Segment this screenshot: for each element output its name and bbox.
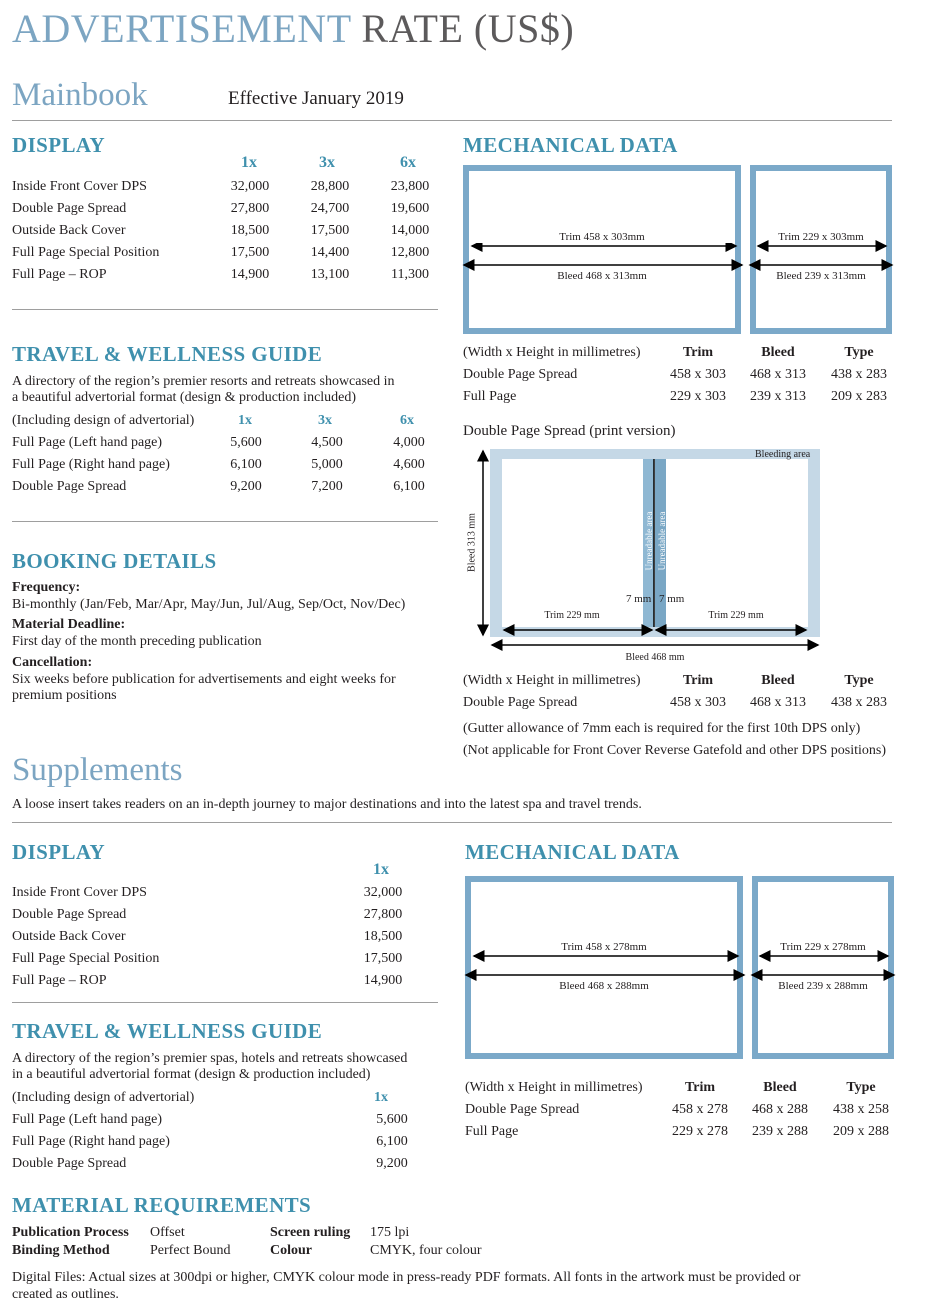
row-value: 24,700 xyxy=(310,201,350,216)
screen-ruling-value: 175 lpi xyxy=(370,1225,410,1240)
row-label: Double Page Spread xyxy=(463,695,578,710)
colour-value: CMYK, four colour xyxy=(370,1243,482,1258)
row-value: 12,800 xyxy=(390,245,430,260)
supp-travel-desc-line1: A directory of the region’s premier spas, hotels and retreats showcased xyxy=(12,1051,408,1066)
col-header-1x: 1x xyxy=(373,861,389,878)
row-value: 17,500 xyxy=(230,245,270,260)
row-label: Outside Back Cover xyxy=(12,223,126,238)
page-title: ADVERTISEMENT RATE (US$) xyxy=(12,6,575,51)
row-value: 18,500 xyxy=(230,223,270,238)
divider xyxy=(12,822,892,823)
row-value: 468 x 313 xyxy=(750,367,806,382)
row-value: 32,000 xyxy=(230,179,270,194)
supp-mechanical-heading: MECHANICAL DATA xyxy=(465,840,680,864)
row-value: 5,000 xyxy=(311,457,343,472)
row-label: Double Page Spread xyxy=(12,907,127,922)
publication-process-value: Offset xyxy=(150,1225,185,1240)
row-value: 4,500 xyxy=(311,435,343,450)
row-value: 209 x 288 xyxy=(833,1124,889,1139)
trim-right-label: Trim 229 mm xyxy=(708,610,764,621)
mechanical-diagram xyxy=(460,160,900,340)
unreadable-area-right: Unreadable area xyxy=(657,511,667,571)
col-header-1x: 1x xyxy=(238,413,252,428)
print-table-label: (Width x Height in millimetres) xyxy=(463,673,641,688)
gatefold-note: (Not applicable for Front Cover Reverse Gatefold and other DPS positions) xyxy=(463,743,887,758)
frequency-value: Bi-monthly (Jan/Feb, Mar/Apr, May/Jun, Jul/Aug, Sep/Oct, Nov/Dec) xyxy=(12,597,406,612)
row-label: Full Page (Right hand page) xyxy=(12,457,170,472)
dps-bleed-label: Bleed 468 x 313mm xyxy=(557,270,647,282)
gutter-left-label: 7 mm xyxy=(626,593,652,605)
row-label: Double Page Spread xyxy=(465,1102,580,1117)
divider xyxy=(12,1002,438,1003)
divider xyxy=(12,120,892,121)
travel-desc-line1: A directory of the region’s premier resorts and retreats showcased in xyxy=(12,374,395,389)
supplements-intro: A loose insert takes readers on an in-depth journey to major destinations and into the latest spa and travel trends. xyxy=(12,797,642,812)
travel-including-note: (Including design of advertorial) xyxy=(12,413,195,428)
row-value: 458 x 278 xyxy=(672,1102,728,1117)
row-value: 4,600 xyxy=(393,457,425,472)
row-label: Double Page Spread xyxy=(12,479,127,494)
row-value: 6,100 xyxy=(393,479,425,494)
row-label: Full Page xyxy=(465,1124,519,1139)
col-header-6x: 6x xyxy=(400,413,414,428)
col-header-3x: 3x xyxy=(318,413,332,428)
row-value: 6,100 xyxy=(230,457,262,472)
col-header-6x: 6x xyxy=(400,154,416,171)
dps-trim-label: Trim 458 x 303mm xyxy=(470,231,734,243)
row-value: 9,200 xyxy=(230,479,262,494)
col-header-type: Type xyxy=(846,1080,876,1095)
row-label: Full Page – ROP xyxy=(12,267,107,282)
row-label: Full Page (Right hand page) xyxy=(12,1134,170,1149)
row-value: 6,100 xyxy=(376,1134,408,1149)
row-value: 239 x 313 xyxy=(750,389,806,404)
row-value: 23,800 xyxy=(390,179,430,194)
col-header-1x: 1x xyxy=(241,154,257,171)
supp-dps-trim-label: Trim 458 x 278mm xyxy=(561,941,647,953)
print-version-heading: Double Page Spread (print version) xyxy=(463,423,676,439)
binding-method-label: Binding Method xyxy=(12,1243,110,1258)
effective-date: Effective January 2019 xyxy=(228,88,404,109)
row-value: 18,500 xyxy=(363,929,403,944)
supp-fullpage-trim-label: Trim 229 x 278mm xyxy=(780,941,866,953)
row-value: 438 x 258 xyxy=(833,1102,889,1117)
supp-display-heading: DISPLAY xyxy=(12,840,106,864)
cancellation-label: Cancellation: xyxy=(12,655,93,670)
binding-method-value: Perfect Bound xyxy=(150,1243,231,1258)
row-label: Inside Front Cover DPS xyxy=(12,885,147,900)
row-label: Double Page Spread xyxy=(12,1156,127,1171)
travel-desc-line2: a beautiful advertorial format (design & production included) xyxy=(12,390,357,405)
supp-dps-bleed-label: Bleed 468 x 288mm xyxy=(559,980,649,992)
row-value: 229 x 303 xyxy=(670,389,726,404)
row-value: 32,000 xyxy=(363,885,403,900)
gutter-right-label: 7 mm xyxy=(659,593,685,605)
cancellation-value-line2: premium positions xyxy=(12,688,117,703)
row-value: 9,200 xyxy=(376,1156,408,1171)
bleeding-area-label: Bleeding area xyxy=(755,449,811,460)
row-label: Double Page Spread xyxy=(12,201,127,216)
row-value: 7,200 xyxy=(311,479,343,494)
screen-ruling-label: Screen ruling xyxy=(270,1225,351,1240)
row-value: 17,500 xyxy=(310,223,350,238)
material-heading: MATERIAL REQUIREMENTS xyxy=(12,1193,312,1217)
row-value: 14,900 xyxy=(363,973,403,988)
booking-heading: BOOKING DETAILS xyxy=(12,549,217,573)
col-header-1x: 1x xyxy=(374,1090,388,1105)
col-header-trim: Trim xyxy=(682,345,714,360)
col-header-bleed: Bleed xyxy=(761,345,795,360)
cancellation-value-line1: Six weeks before publication for advertisements and eight weeks for xyxy=(12,672,396,687)
row-value: 19,600 xyxy=(390,201,430,216)
mechanical-heading: MECHANICAL DATA xyxy=(463,133,678,157)
row-value: 17,500 xyxy=(363,951,403,966)
row-label: Inside Front Cover DPS xyxy=(12,179,147,194)
deadline-value: First day of the month preceding publication xyxy=(12,634,262,649)
section-title-mainbook: Mainbook xyxy=(12,77,148,113)
col-header-type: Type xyxy=(844,345,874,360)
row-label: Full Page – ROP xyxy=(12,973,107,988)
row-value: 27,800 xyxy=(230,201,270,216)
supp-travel-desc-line2: in a beautiful advertorial format (design & production included) xyxy=(12,1067,371,1082)
row-value: 438 x 283 xyxy=(831,695,887,710)
fullpage-bleed-label: Bleed 239 x 313mm xyxy=(776,270,866,282)
row-label: Full Page Special Position xyxy=(12,245,160,260)
digital-files-line2: created as outlines. xyxy=(12,1287,119,1302)
row-value: 239 x 288 xyxy=(752,1124,808,1139)
row-value: 5,600 xyxy=(376,1112,408,1127)
row-value: 13,100 xyxy=(310,267,350,282)
supp-mech-table-label: (Width x Height in millimetres) xyxy=(465,1080,643,1095)
display-heading: DISPLAY xyxy=(12,133,106,157)
row-value: 468 x 288 xyxy=(752,1102,808,1117)
supp-fullpage-bleed-label: Bleed 239 x 288mm xyxy=(778,980,868,992)
row-label: Full Page (Left hand page) xyxy=(12,1112,163,1127)
row-value: 4,000 xyxy=(393,435,425,450)
row-value: 458 x 303 xyxy=(670,367,726,382)
divider xyxy=(12,521,438,522)
fullpage-trim-label: Trim 229 x 303mm xyxy=(778,231,864,243)
row-value: 27,800 xyxy=(363,907,403,922)
row-value: 28,800 xyxy=(310,179,350,194)
col-header-bleed: Bleed xyxy=(761,673,795,688)
section-title-supplements: Supplements xyxy=(12,752,183,788)
supp-travel-heading: TRAVEL & WELLNESS GUIDE xyxy=(12,1019,323,1043)
row-label: Double Page Spread xyxy=(463,367,578,382)
supp-travel-including-note: (Including design of advertorial) xyxy=(12,1090,195,1105)
publication-process-label: Publication Process xyxy=(12,1225,129,1240)
row-value: 209 x 283 xyxy=(831,389,887,404)
trim-left-label: Trim 229 mm xyxy=(544,610,600,621)
bleed-width-label: Bleed 468 mm xyxy=(625,652,685,663)
row-value: 5,600 xyxy=(230,435,262,450)
row-label: Full Page Special Position xyxy=(12,951,160,966)
digital-files-line1: Digital Files: Actual sizes at 300dpi or higher, CMYK colour mode in press-ready PDF formats. All fonts in the artwork must be provided or xyxy=(12,1270,801,1285)
row-value: 438 x 283 xyxy=(831,367,887,382)
col-header-3x: 3x xyxy=(319,154,335,171)
row-label: Outside Back Cover xyxy=(12,929,126,944)
row-value: 468 x 313 xyxy=(750,695,806,710)
unreadable-area-left: Unreadable area xyxy=(644,511,654,571)
row-label: Full Page (Left hand page) xyxy=(12,435,163,450)
divider xyxy=(12,309,438,310)
travel-heading: TRAVEL & WELLNESS GUIDE xyxy=(12,342,323,366)
row-label: Full Page xyxy=(463,389,517,404)
row-value: 458 x 303 xyxy=(670,695,726,710)
row-value: 14,000 xyxy=(390,223,430,238)
row-value: 229 x 278 xyxy=(672,1124,728,1139)
frequency-label: Frequency: xyxy=(12,580,81,595)
row-value: 14,400 xyxy=(310,245,350,260)
row-value: 14,900 xyxy=(230,267,270,282)
colour-label: Colour xyxy=(270,1243,312,1258)
col-header-type: Type xyxy=(844,673,874,688)
bleed-height-label: Bleed 313 mm xyxy=(466,513,478,572)
col-header-bleed: Bleed xyxy=(763,1080,797,1095)
col-header-trim: Trim xyxy=(684,1080,716,1095)
gutter-note: (Gutter allowance of 7mm each is required for the first 10th DPS only) xyxy=(463,721,861,736)
mech-table-label: (Width x Height in millimetres) xyxy=(463,345,641,360)
deadline-label: Material Deadline: xyxy=(12,617,126,632)
row-value: 11,300 xyxy=(391,267,429,282)
col-header-trim: Trim xyxy=(682,673,714,688)
